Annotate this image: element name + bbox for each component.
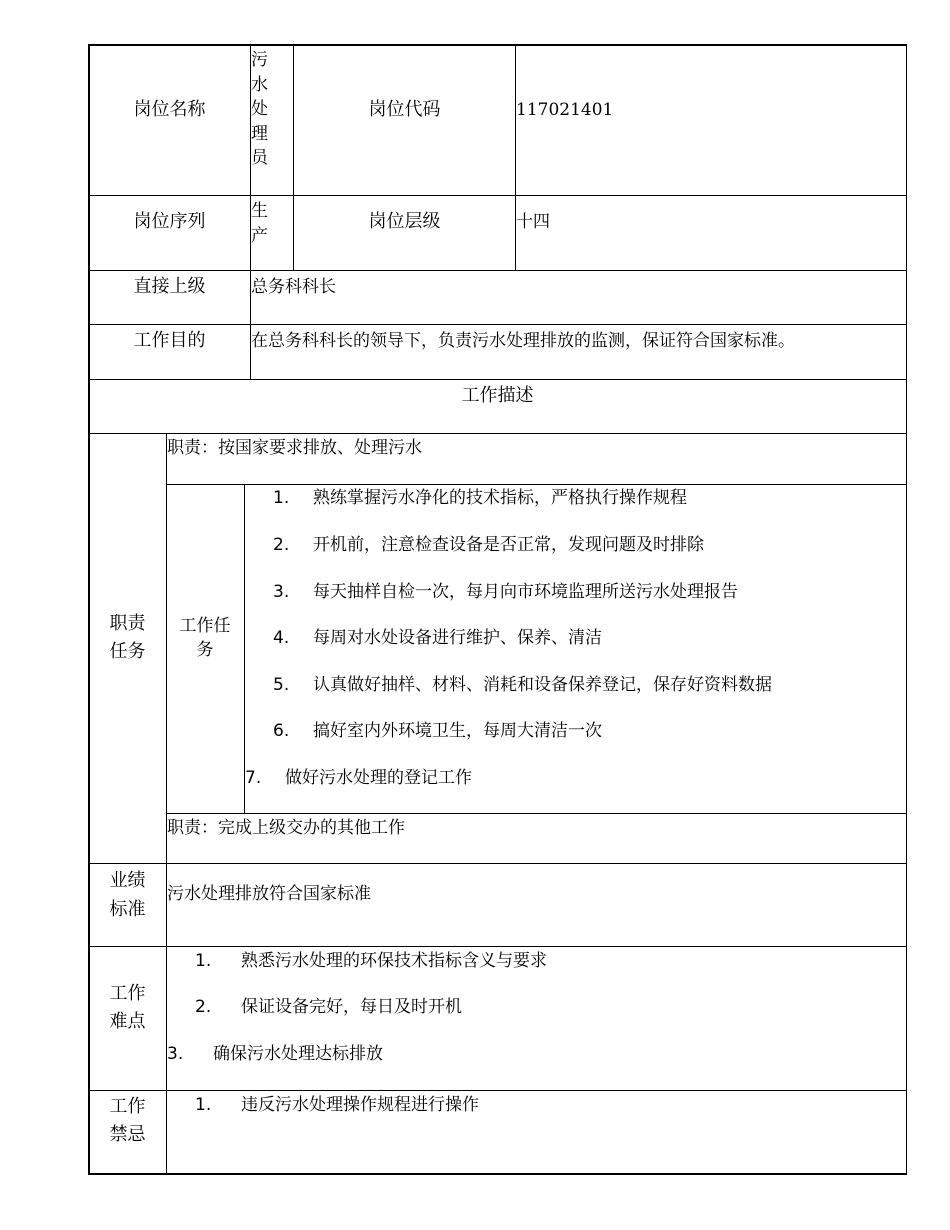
difficulty-item-num: 2.	[195, 997, 212, 1017]
prohibitions-label-line2: 禁忌	[109, 1124, 146, 1145]
work-purpose-label: 工作目的	[133, 330, 206, 351]
position-name-label: 岗位名称	[133, 99, 206, 120]
difficulties-label-line2: 难点	[109, 1011, 146, 1032]
task-item-num: 7.	[245, 768, 262, 788]
task-item-text: 每天抽样自检一次，每月向市环境监理所送污水处理报告	[313, 582, 738, 602]
position-sequence-label: 岗位序列	[133, 211, 206, 232]
prohibition-item-text: 违反污水处理操作规程进行操作	[241, 1095, 479, 1115]
row-divider	[88, 433, 907, 434]
duty-2: 职责：完成上级交办的其他工作	[167, 818, 405, 838]
performance-label-line1: 业绩	[109, 870, 146, 891]
row-divider	[88, 195, 907, 196]
difficulties-label-line1: 工作	[109, 983, 146, 1004]
difficulty-item-text: 熟悉污水处理的环保技术指标含义与要求	[241, 951, 547, 971]
difficulty-item-num: 3.	[167, 1044, 184, 1064]
task-item-text: 做好污水处理的登记工作	[285, 768, 472, 788]
difficulty-item-text: 保证设备完好，每日及时开机	[241, 997, 462, 1017]
direct-superior-value: 总务科科长	[251, 277, 336, 297]
position-name-value: 污水处理员	[251, 50, 268, 168]
work-purpose-value: 在总务科科长的领导下，负责污水处理排放的监测，保证符合国家标准。	[251, 331, 795, 351]
task-item-num: 5.	[273, 675, 290, 695]
duties-label-line1: 职责	[109, 613, 146, 634]
task-item-text: 每周对水处设备进行维护、保养、清洁	[313, 628, 602, 648]
performance-label-line2: 标准	[109, 899, 146, 920]
col-divider	[515, 44, 516, 270]
task-item-num: 1.	[273, 488, 290, 508]
difficulty-item-text: 确保污水处理达标排放	[213, 1044, 383, 1064]
border-top	[88, 44, 907, 46]
task-item-text: 搞好室内外环境卫生，每周大清洁一次	[313, 721, 602, 741]
position-code-value: 117021401	[516, 100, 614, 120]
row-divider	[88, 946, 907, 947]
task-item-text: 认真做好抽样、材料、消耗和设备保养登记，保存好资料数据	[313, 675, 772, 695]
position-level-value: 十四	[516, 212, 550, 232]
row-divider	[166, 484, 907, 485]
col-divider	[293, 44, 294, 270]
prohibitions-label-line1: 工作	[109, 1096, 146, 1117]
row-divider	[88, 863, 907, 864]
duty-1: 职责：按国家要求排放、处理污水	[167, 438, 422, 458]
difficulty-item-num: 1.	[195, 951, 212, 971]
task-item-num: 4.	[273, 628, 290, 648]
col-divider	[244, 484, 245, 813]
task-item-num: 6.	[273, 721, 290, 741]
direct-superior-label: 直接上级	[133, 276, 206, 297]
border-bottom	[88, 1173, 907, 1175]
task-item-num: 2.	[273, 535, 290, 555]
row-divider	[88, 1090, 907, 1091]
task-label-line2: 务	[196, 640, 214, 660]
work-description-title: 工作描述	[461, 385, 534, 406]
row-divider	[88, 324, 907, 325]
position-sequence-value: 生产	[251, 201, 268, 246]
row-divider	[88, 270, 907, 271]
position-level-label: 岗位层级	[368, 211, 441, 232]
position-code-label: 岗位代码	[368, 99, 441, 120]
task-label-line1: 工作任	[179, 616, 231, 636]
task-item-text: 熟练掌握污水净化的技术指标，严格执行操作规程	[313, 488, 687, 508]
prohibition-item-num: 1.	[195, 1095, 212, 1115]
row-divider	[166, 813, 907, 814]
border-right	[906, 44, 908, 1175]
task-item-num: 3.	[273, 582, 290, 602]
performance-value: 污水处理排放符合国家标准	[167, 884, 371, 904]
row-divider	[88, 379, 907, 380]
duties-label-line2: 任务	[109, 641, 146, 662]
task-item-text: 开机前，注意检查设备是否正常，发现问题及时排除	[313, 535, 704, 555]
